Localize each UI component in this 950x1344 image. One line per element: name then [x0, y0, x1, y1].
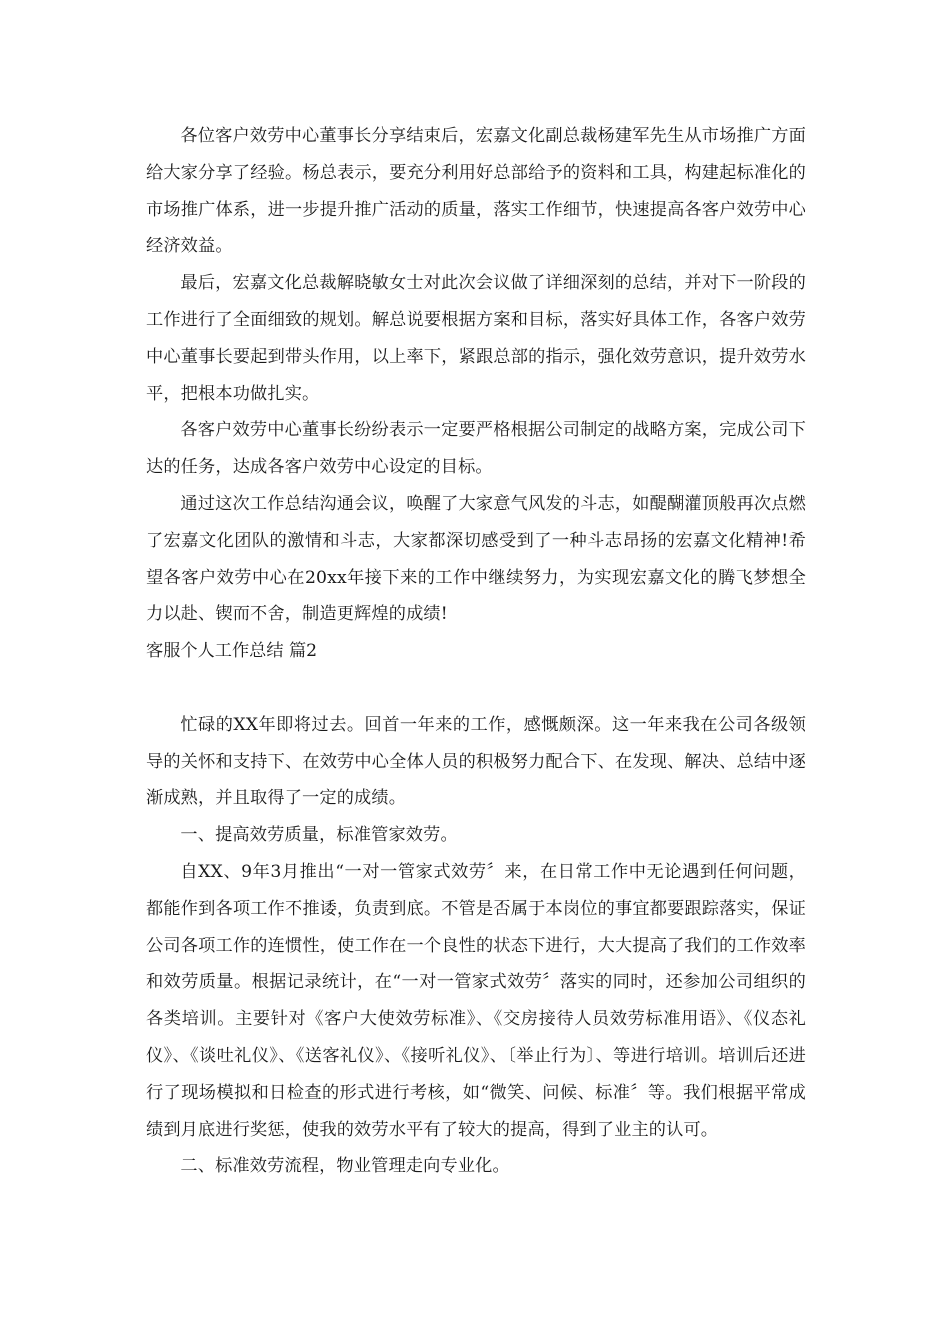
paragraph-3: 各客户效劳中心董事长纷纷表示一定要严格根据公司制定的战略方案，完成公司下达的任务，达成各客户效劳中心设定的目标。 [146, 420, 806, 478]
document-page [146, 118, 806, 1185]
paragraph-6: 自XX、9年3月推出“一对一管家式效劳〞来，在日常工作中无论遇到任何问题，都能作到各项工作不推诿，负责到底。不管是否属于本岗位的事宜都要跟踪落实，保证公司各项工作的连惯性，使工作在一个良性的状态下进行，大大提高了我们的工作效率和效劳质量。根据记录统计，在“一对一管家式效劳〞落实的同时，还参加公司组织的各类培训。主要针对《客户大使效劳标准》、《交房接待人员效劳标准用语》、《仪态礼仪》、《谈吐礼仪》、《送客礼仪》、《接听礼仪》、〔举止行为〕、等进行培训。培训后还进行了现场模拟和日检查的形式进行考核，如“微笑、问候、标准〞等。我们根据平常成绩到月底进行奖惩，使我的效劳水平有了较大的提高，得到了业主的认可。 [146, 861, 806, 1140]
paragraph-2: 最后，宏嘉文化总裁解晓敏女士对此次会议做了详细深刻的总结，并对下一阶段的工作进行了全面细致的规划。解总说要根据方案和目标，落实好具体工作，各客户效劳中心董事长要起到带头作用，以上率下，紧跟总部的指示，强化效劳意识，提升效劳水平，把根本功做扎实。 [146, 273, 806, 404]
paragraph-4: 通过这次工作总结沟通会议，唤醒了大家意气风发的斗志，如醍醐灌顶般再次点燃了宏嘉文化团队的激情和斗志，大家都深切感受到了一种斗志昂扬的宏嘉文化精神!希望各客户效劳中心在20xx年接下来的工作中继续努力，为实现宏嘉文化的腾飞梦想全力以赴、锲而不舍，制造更辉煌的成绩! [146, 493, 806, 625]
blank-line [146, 670, 806, 707]
paragraph-5: 忙碌的XX年即将过去。回首一年来的工作，感慨颇深。这一年来我在公司各级领导的关怀和支持下、在效劳中心全体人员的积极努力配合下、在发现、解决、总结中逐渐成熟，并且取得了一定的成绩。 [146, 714, 806, 809]
paragraph-1: 各位客户效劳中心董事长分享结束后，宏嘉文化副总裁杨建军先生从市场推广方面给大家分享了经验。杨总表示，要充分利用好总部给予的资料和工具，构建起标准化的市场推广体系，进一步提升推广活动的质量，落实工作细节，快速提高各客户效劳中心经济效益。 [146, 126, 806, 257]
section-title: 客服个人工作总结 篇2 [146, 641, 318, 662]
subheading-1: 一、提高效劳质量，标准管家效劳。 [180, 825, 458, 846]
subheading-2: 二、标准效劳流程，物业管理走向专业化。 [180, 1156, 510, 1177]
